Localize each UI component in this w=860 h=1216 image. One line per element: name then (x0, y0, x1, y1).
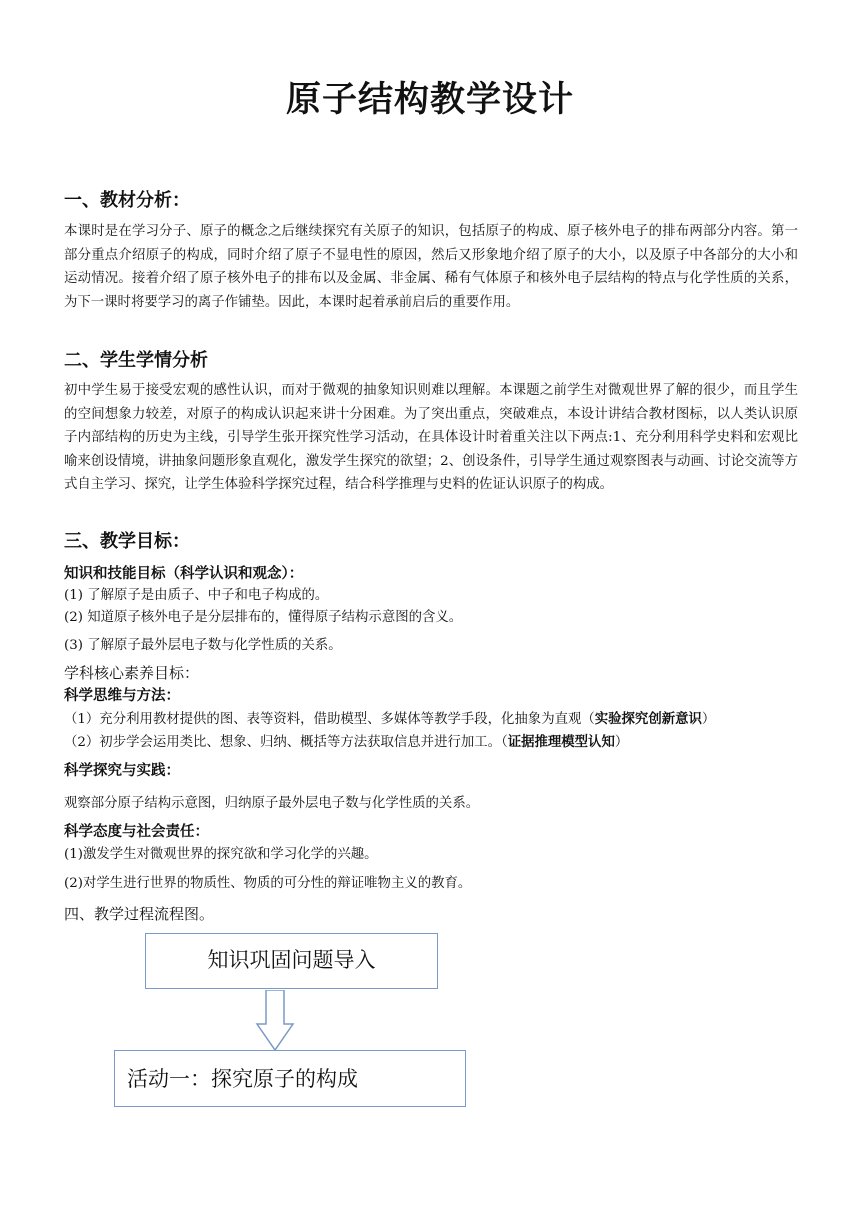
section-2-heading: 二、学生学情分析 (64, 350, 208, 371)
flow-arrow-icon (255, 990, 295, 1052)
section-4-heading: 四、教学过程流程图。 (64, 905, 215, 923)
knowledge-goal-3: (3) 了解原子最外层电子数与化学性质的关系。 (64, 638, 342, 653)
practice-title: 科学探究与实践： (64, 763, 180, 779)
section-1-heading: 一、教材分析： (64, 190, 190, 211)
practice-text: 观察部分原子结构示意图，归纳原子最外层电子数与化学性质的关系。 (64, 796, 480, 811)
section-1-body: 本课时是在学习分子、原子的概念之后继续探究有关原子的知识，包括原子的构成、原子核外电子的排布两部分内容。第一部分重点介绍原子的构成，同时介绍了原子不显电性的原因，然后又形象地介绍了原子的大小，以及原子中各部分的大小和运动情况。接着介绍了原子核外电子的排布以及金属、非金属、稀有气体原子和核外电子层结构的特点与化学性质的关系，为下一课时将要学习的离子作铺垫。因此，本课时起着承前启后的重要作用。 (64, 224, 798, 310)
flow-step-2: 活动一：探究原子的构成 (114, 1050, 466, 1107)
knowledge-goals-title: 知识和技能目标（科学认识和观念）： (64, 566, 304, 582)
thinking-goal-2: （2）初步学会运用类比、想象、归纳、概括等方法获取信息并进行加工。（证据推理模型认知） (64, 734, 629, 750)
knowledge-goal-1: (1) 了解原子是由质子、中子和电子构成的。 (64, 588, 329, 603)
core-literacy-title: 学科核心素养目标： (64, 664, 200, 682)
thinking-goal-1: （1）充分利用教材提供的图、表等资料，借助模型、多媒体等教学手段，化抽象为直观（实验探究创新意识） (64, 711, 716, 727)
attitude-title: 科学态度与社会责任： (64, 824, 209, 840)
section-3-heading: 三、教学目标： (64, 531, 190, 552)
knowledge-goal-2: (2) 知道原子核外电子是分层排布的，懂得原子结构示意图的含义。 (64, 610, 463, 625)
page-title: 原子结构教学设计 (285, 80, 574, 120)
section-2-body: 初中学生易于接受宏观的感性认识，而对于微观的抽象知识则难以理解。本课题之前学生对微观世界了解的很少，而且学生的空间想象力较差，对原子的构成认识起来讲十分困难。为了突出重点，突破难点，本设计讲结合教材图标，以人类认识原子内部结构的历史为主线，引导学生张开探究性学习活动，在具体设计时着重关注以下两点:1、充分利用科学史料和宏观比喻来创设情境，讲抽象问题形象直观化，激发学生探究的欲望；2、创设条件，引导学生通过观察图表与动画、讨论交流等方式自主学习、探究，让学生体验科学探究过程，结合科学推理与史料的佐证认识原子的构成。 (64, 383, 798, 492)
thinking-method-title: 科学思维与方法： (64, 688, 180, 704)
flow-step-1: 知识巩固问题导入 (145, 933, 438, 989)
attitude-goal-1: (1)激发学生对微观世界的探究欲和学习化学的兴趣。 (64, 847, 378, 862)
attitude-goal-2: (2)对学生进行世界的物质性、物质的可分性的辩证唯物主义的教育。 (64, 876, 472, 891)
